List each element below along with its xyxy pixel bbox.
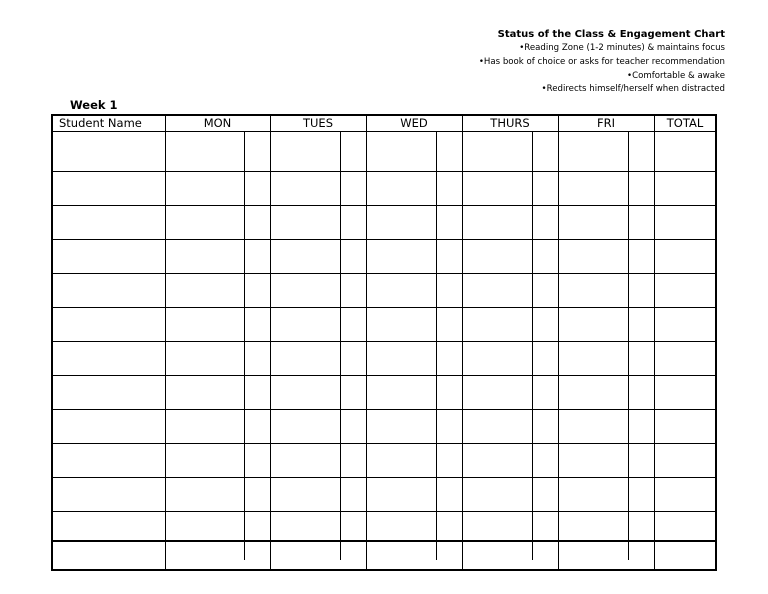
row-divider bbox=[51, 341, 717, 342]
row-divider bbox=[51, 375, 717, 376]
table-border-bottom bbox=[51, 569, 717, 571]
day-subdivider bbox=[628, 132, 629, 560]
col-divider bbox=[270, 114, 271, 571]
row-divider bbox=[51, 511, 717, 512]
chart-title: Status of the Class & Engagement Chart bbox=[497, 29, 725, 40]
criterion-reading-zone: •Reading Zone (1-2 minutes) & maintains focus bbox=[519, 43, 725, 53]
chart-header bbox=[479, 28, 725, 97]
row-divider-thick bbox=[51, 540, 717, 542]
criterion-redirects: •Redirects himself/herself when distracted bbox=[541, 84, 725, 95]
col-header-total: TOTAL bbox=[666, 116, 704, 130]
col-header-fri: FRI bbox=[597, 116, 615, 130]
row-divider bbox=[51, 477, 717, 478]
col-divider bbox=[558, 114, 559, 571]
row-divider bbox=[51, 307, 717, 308]
day-subdivider bbox=[436, 132, 437, 560]
col-header-mon: MON bbox=[203, 116, 232, 130]
col-header-student-name: Student Name bbox=[59, 116, 142, 130]
day-subdivider bbox=[244, 132, 245, 560]
col-divider bbox=[462, 114, 463, 571]
week-label: Week 1 bbox=[70, 98, 118, 112]
row-divider bbox=[51, 273, 717, 274]
col-divider bbox=[654, 114, 655, 571]
col-divider bbox=[366, 114, 367, 571]
day-subdivider bbox=[532, 132, 533, 560]
day-subdivider bbox=[340, 132, 341, 560]
row-divider bbox=[51, 205, 717, 206]
row-divider bbox=[51, 171, 717, 172]
row-divider bbox=[51, 443, 717, 444]
engagement-table bbox=[51, 114, 717, 571]
header-divider bbox=[51, 131, 717, 132]
col-header-thurs: THURS bbox=[490, 116, 530, 130]
col-header-tues: TUES bbox=[302, 116, 333, 130]
criterion-book-choice: •Has book of choice or asks for teacher recommendation bbox=[478, 56, 725, 67]
table-border-left bbox=[51, 114, 53, 571]
table-border-right bbox=[715, 114, 717, 571]
col-divider bbox=[165, 114, 166, 571]
row-divider bbox=[51, 239, 717, 240]
criterion-comfortable: •Comfortable & awake bbox=[627, 70, 725, 81]
col-header-wed: WED bbox=[400, 116, 428, 130]
row-divider bbox=[51, 409, 717, 410]
